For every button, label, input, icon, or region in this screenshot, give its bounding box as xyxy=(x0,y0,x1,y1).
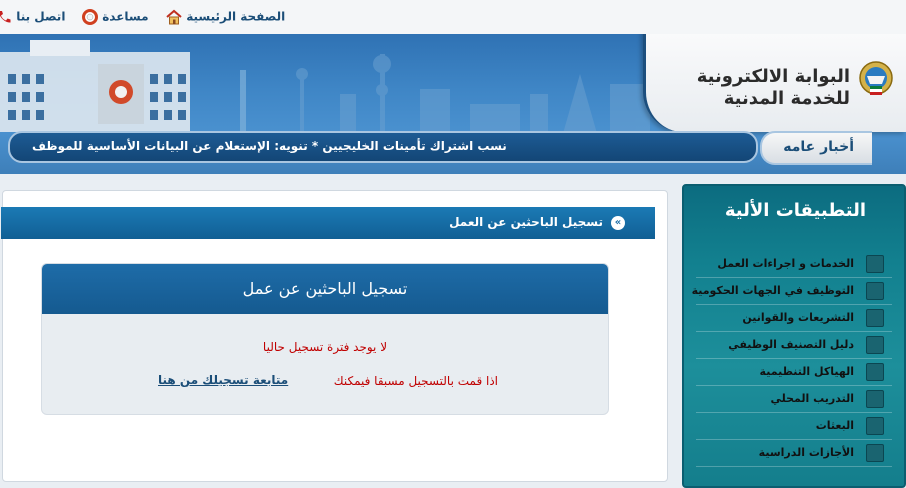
general-news-tab[interactable] xyxy=(760,131,872,165)
square-bullet-icon xyxy=(866,336,884,354)
sidebar-item-label: الخدمات و اجراءات العمل xyxy=(717,257,854,270)
contact-link-label: اتصل بنا xyxy=(16,9,66,24)
applications-sidebar xyxy=(682,184,906,488)
phone-icon xyxy=(0,9,12,25)
help-link-label: مساعدة xyxy=(102,9,149,24)
divider xyxy=(696,304,892,305)
main-content-panel xyxy=(2,190,668,482)
sidebar-item-study-leave[interactable] xyxy=(690,441,898,467)
arrow-left-icon: « xyxy=(611,216,625,230)
sidebar-item-label: الهياكل التنظيمية xyxy=(759,365,854,378)
sidebar-item-job-classification[interactable] xyxy=(690,333,898,359)
sidebar-item-label: التشريعات والقوانين xyxy=(742,311,854,324)
sidebar-item-org-structures[interactable] xyxy=(690,360,898,386)
sidebar-title: التطبيقات الألية xyxy=(724,200,866,221)
home-icon xyxy=(166,9,182,25)
divider xyxy=(696,439,892,440)
top-bar xyxy=(0,0,906,35)
portal-logo-tab[interactable] xyxy=(643,34,906,132)
registration-card xyxy=(41,263,609,415)
square-bullet-icon xyxy=(866,282,884,300)
lifebuoy-icon xyxy=(82,9,98,25)
divider xyxy=(696,466,892,467)
divider xyxy=(696,277,892,278)
sidebar-item-label: التدريب المحلي xyxy=(770,392,854,405)
divider xyxy=(696,412,892,413)
sidebar-item-label: البعثات xyxy=(815,419,854,432)
sidebar-item-label: التوظيف في الجهات الحكومية xyxy=(691,284,854,297)
general-news-label: أخبار عامه xyxy=(783,139,854,155)
help-link[interactable] xyxy=(78,9,149,25)
square-bullet-icon xyxy=(866,363,884,381)
portal-title-line2: للخدمة المدنية xyxy=(723,88,850,109)
sidebar-item-legislation[interactable] xyxy=(690,306,898,332)
square-bullet-icon xyxy=(866,255,884,273)
home-link-label: الصفحة الرئيسية xyxy=(186,9,286,24)
sidebar-item-local-training[interactable] xyxy=(690,387,898,413)
track-registration-link[interactable]: متابعة تسجيلك من هنا xyxy=(158,373,289,387)
section-header-bar xyxy=(1,207,655,239)
portal-title-line1: البوابة الالكترونية xyxy=(696,66,850,87)
square-bullet-icon xyxy=(866,390,884,408)
divider xyxy=(696,358,892,359)
square-bullet-icon xyxy=(866,417,884,435)
no-registration-message: لا يوجد فترة تسجيل حاليا xyxy=(262,340,388,354)
kuwait-emblem-icon xyxy=(856,56,896,104)
square-bullet-icon xyxy=(866,309,884,327)
sidebar-item-scholarships[interactable] xyxy=(690,414,898,440)
sidebar-item-services[interactable] xyxy=(690,252,898,278)
already-registered-message: اذا قمت بالتسجيل مسبقا فيمكنك xyxy=(333,374,498,388)
sidebar-item-government-employment[interactable] xyxy=(690,279,898,305)
sidebar-item-label: دليل التصنيف الوظيفي xyxy=(728,338,854,351)
divider xyxy=(696,385,892,386)
sidebar-item-label: الأجازات الدراسية xyxy=(758,446,854,459)
home-link[interactable] xyxy=(162,9,285,25)
portal-title xyxy=(650,66,850,110)
contact-link[interactable] xyxy=(0,9,65,25)
section-title: تسجيل الباحثين عن العمل xyxy=(449,215,603,229)
news-ticker[interactable] xyxy=(8,131,758,163)
divider xyxy=(696,331,892,332)
news-ticker-text[interactable]: نسب اشتراك تأمينات الخليجيين * تنويه: الإستعلام عن البيانات الأساسية للموظف xyxy=(32,139,507,153)
square-bullet-icon xyxy=(866,444,884,462)
card-title: تسجيل الباحثين عن عمل xyxy=(42,264,608,314)
